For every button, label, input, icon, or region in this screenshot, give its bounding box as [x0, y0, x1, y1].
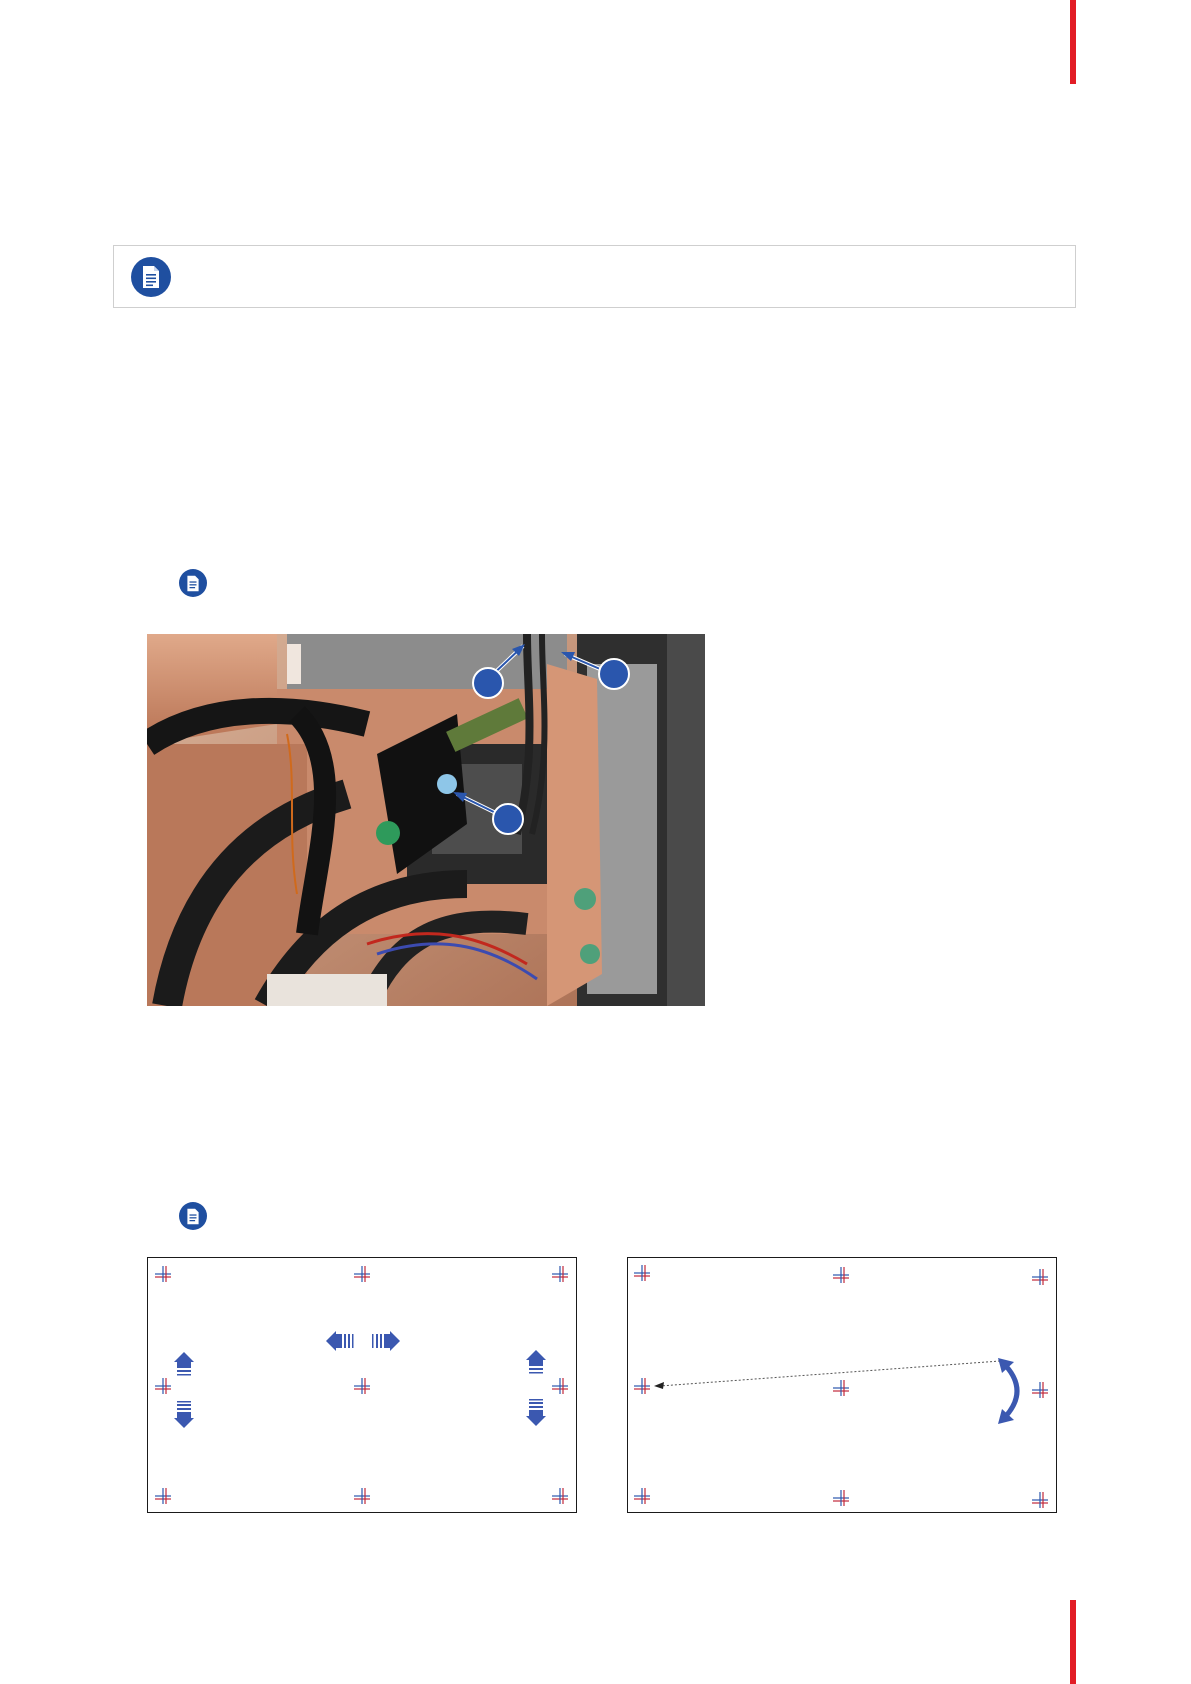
callout-3 [453, 792, 523, 834]
curved-double-arrow-icon [998, 1358, 1017, 1424]
note-icon [131, 257, 171, 297]
crosshair-icon [155, 1266, 171, 1282]
note-icon [179, 569, 207, 597]
crosshair-icon [634, 1378, 650, 1394]
crosshair-icon [552, 1378, 568, 1394]
note-box [113, 245, 1076, 308]
crosshair-icon [1032, 1382, 1048, 1398]
arrow-up-icon [526, 1350, 546, 1374]
crosshair-icon [552, 1266, 568, 1282]
arrow-down-icon [526, 1399, 546, 1426]
crosshair-icon [552, 1488, 568, 1504]
crosshair-icon [1032, 1492, 1048, 1508]
crosshair-icon [354, 1488, 370, 1504]
arrow-up-icon [174, 1352, 194, 1376]
crosshair-icon [354, 1266, 370, 1282]
crosshair-icon [833, 1490, 849, 1506]
alignment-diagram-shift [147, 1257, 577, 1513]
crosshair-icon [1032, 1269, 1048, 1285]
crosshair-icon [634, 1265, 650, 1281]
crosshair-icon [833, 1267, 849, 1283]
page-marker-bottom [1070, 1600, 1076, 1684]
callout-2 [561, 652, 629, 689]
crosshair-icon [155, 1488, 171, 1504]
callout-1 [473, 644, 525, 698]
note-icon [179, 1202, 207, 1230]
arrow-right-icon [372, 1331, 400, 1351]
arrow-left-icon [326, 1331, 354, 1351]
crosshair-icon [634, 1488, 650, 1504]
crosshair-icon [833, 1380, 849, 1396]
arrow-down-icon [174, 1401, 194, 1428]
crosshair-icon [155, 1378, 171, 1394]
page-marker-top [1070, 0, 1076, 84]
hardware-photo [147, 634, 705, 1006]
alignment-diagram-rotate [627, 1257, 1057, 1513]
dotted-arrow-icon [654, 1361, 1000, 1389]
crosshair-icon [354, 1378, 370, 1394]
